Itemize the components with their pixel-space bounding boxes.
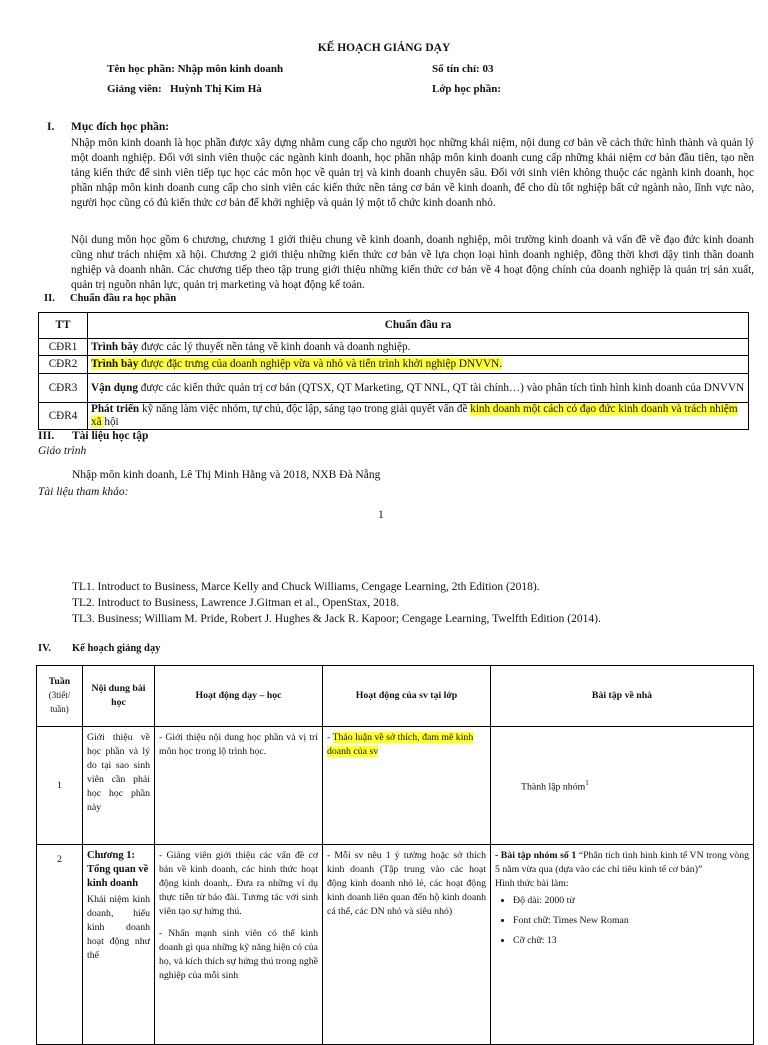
outcome-row xyxy=(39,403,749,430)
outcome-verb: Phát triển xyxy=(91,403,140,415)
homework-description: “Phân tích tình hình kinh tế VN trong vòng 5 năm vừa qua (dựa vào các chỉ tiêu kinh tế cơ bản)” xyxy=(495,850,749,875)
outcome-text xyxy=(88,356,749,374)
credits-label: Số tín chỉ: xyxy=(432,63,480,75)
week-sub-label: (3tiết/ tuần) xyxy=(48,690,71,714)
plan-header-row xyxy=(37,666,754,727)
week-label: Tuần xyxy=(48,676,71,687)
outcome-description-end: hội xyxy=(104,416,119,428)
plan-row xyxy=(37,845,754,1045)
homework xyxy=(491,845,754,1045)
section-4-title: Kế hoạch giảng dạy xyxy=(72,643,161,654)
teaching-activity: - Giới thiệu nội dung học phần và vị trí môn học trong lộ trình học. xyxy=(155,727,323,845)
homework-text: Thành lập nhóm xyxy=(521,781,586,793)
lesson-content: Giới thiệu về học phần và lý do tại sao sinh viên cần phải học học phần này xyxy=(83,727,155,845)
teaching-activity-part-1: - Giảng viên giới thiệu các vấn đề cơ bản về kinh doanh, các hình thức hoạt động kinh doanh,. Đưa ra những ví dụ thực tiễn từ báo đài. Tương tác với sinh viên tạo sự hứng thú. xyxy=(159,850,318,917)
section-3-title: Tài liệu học tập xyxy=(72,430,149,442)
course-value: Nhập môn kinh doanh xyxy=(177,63,284,75)
student-activity-highlight: Thảo luận về sở thích, đam mê kinh doanh của sv xyxy=(327,732,474,757)
outcome-description: được các kiến thức quản trị cơ bản (QTSX, QT Marketing, QT NNL, QT tài chính…) vào phân tích tình hình kinh doanh của DNVVN xyxy=(137,381,745,394)
homework xyxy=(491,727,754,845)
reference-item: TL3. Business; William M. Pride, Robert J. Hughes & Jack R. Kapoor; Cengage Learning, Twelfth Edition (2014). xyxy=(72,613,601,625)
outcome-verb: Vận dụng xyxy=(91,381,138,394)
outcomes-col-tt: TT xyxy=(39,313,88,339)
student-activity-dash: - xyxy=(327,732,333,743)
document-title: KẾ HOẠCH GIẢNG DẠY xyxy=(317,42,451,54)
chapter-description: Khái niệm kinh doanh, hiểu kinh doanh hoạt động như thế xyxy=(87,894,150,961)
course-label: Tên học phần: xyxy=(107,63,175,75)
outcome-description: được đặc trưng của doanh nghiệp vừa và nhỏ và tiến trình khởi nghiệp DNVVN. xyxy=(138,358,503,370)
learning-outcomes-table xyxy=(38,312,749,430)
outcome-row xyxy=(39,374,749,403)
outcome-code: CĐR1 xyxy=(39,339,88,356)
requirement-item: • Độ dài: 2000 từ xyxy=(513,894,749,908)
plan-row xyxy=(37,727,754,845)
credits-row xyxy=(432,63,493,75)
teaching-activity xyxy=(155,845,323,1045)
week-number: 1 xyxy=(37,727,83,845)
textbook-entry: Nhập môn kinh doanh, Lê Thị Minh Hằng và 2018, NXB Đà Nẵng xyxy=(72,469,381,481)
section-2-heading xyxy=(44,293,176,304)
section-2-title: Chuẩn đầu ra học phần xyxy=(70,293,177,304)
plan-col-homework: Bài tập về nhà xyxy=(491,666,754,727)
section-4-heading xyxy=(38,643,160,654)
plan-col-teaching: Hoạt động dạy – học xyxy=(155,666,323,727)
outcome-verb: Trình bày xyxy=(91,358,139,370)
outcome-description: được các lý thuyết nền tảng về kinh doanh và doanh nghiệp. xyxy=(138,340,411,353)
reference-item: TL2. Introduct to Business, Lawrence J.Gitman et al., OpenStax, 2018. xyxy=(72,597,400,609)
requirement-item: • Cỡ chữ: 13 xyxy=(513,934,749,948)
outcome-verb: Trình bày xyxy=(91,340,139,353)
section-4-number: IV. xyxy=(38,643,51,654)
outcomes-col-outcome: Chuẩn đầu ra xyxy=(88,313,749,339)
homework-title: - Bài tập nhóm số 1 xyxy=(495,850,577,861)
reference-item: TL1. Introduct to Business, Marce Kelly and Chuck Williams, Cengage Learning, 2th Edition (2018). xyxy=(72,581,540,593)
class-label: Lớp học phần: xyxy=(432,83,502,95)
teaching-plan-table xyxy=(36,665,754,1045)
outcome-code: CĐR2 xyxy=(39,356,88,374)
lecturer-value: Huỳnh Thị Kim Hà xyxy=(169,83,262,95)
outcome-code: CĐR3 xyxy=(39,374,88,403)
lecturer-row xyxy=(107,83,262,95)
plan-col-student: Hoạt động của sv tại lớp xyxy=(323,666,491,727)
student-activity: - Mỗi sv nêu 1 ý tưởng hoặc sở thích kinh doanh (Tập trung vào các hoạt động kinh doanh nhỏ lẻ, các hoạt động kinh doanh liên quan đến hộ kinh doanh cá thể, các DN nhỏ và siêu nhỏ) xyxy=(323,845,491,1045)
textbook-label: Giáo trình xyxy=(38,445,87,457)
section-1-title: Mục đích học phần: xyxy=(71,121,170,133)
outcome-code: CĐR4 xyxy=(39,403,88,430)
references-label: Tài liệu tham khảo: xyxy=(38,486,129,498)
plan-col-week xyxy=(37,666,83,727)
outcome-text xyxy=(88,374,749,403)
outcome-description: kỹ năng làm việc nhóm, tự chủ, độc lập, sáng tạo trong giải quyết vấn đề xyxy=(139,403,471,415)
section-3-number: III. xyxy=(38,430,55,442)
plan-col-content: Nội dung bài học xyxy=(83,666,155,727)
outcome-row xyxy=(39,356,749,374)
footnote-marker: 1 xyxy=(585,779,589,788)
outcome-text xyxy=(88,339,749,356)
section-1-number: I. xyxy=(47,121,55,133)
section-1-heading xyxy=(47,121,169,133)
outcome-text xyxy=(88,403,749,430)
credits-value: 03 xyxy=(482,63,494,75)
course-name-row xyxy=(107,63,283,75)
section-3-heading xyxy=(38,430,148,442)
homework-requirements xyxy=(495,894,749,948)
section-2-number: II. xyxy=(44,293,55,304)
outcome-highlight: kinh doanh một cách có đạo đức kinh doanh và trách nhiệm xã xyxy=(91,403,738,428)
teaching-activity-part-2: - Nhấn mạnh sinh viên có thể kinh doanh gì qua những kỹ năng hiện có của họ, và kích thích sự hứng thú trong nghề nghiệp của mỗi sinh xyxy=(159,928,318,981)
homework-format-label: Hình thức bài làm: xyxy=(495,878,569,889)
outcome-row xyxy=(39,339,749,356)
requirement-item: • Font chữ: Times New Roman xyxy=(513,914,749,928)
homework-assignment xyxy=(495,849,749,877)
lesson-content xyxy=(83,845,155,1045)
week-number: 2 xyxy=(37,845,83,1045)
lecturer-label: Giảng viên: xyxy=(107,83,162,95)
section-1-paragraph-2: Nội dung môn học gồm 6 chương, chương 1 giới thiệu chung về kinh doanh, doanh nghiệp, môi trường kinh doanh và vấn đề về đạo đức kinh doanh cũng như trách nhiệm xã hội. Chương 2 giới thiệu những kiến thức cơ bản về lựa chọn loại hình doanh nghiệp, đồng thời khơi dậy tinh thần doanh nghiệp và doanh nhân. Các chương tiếp theo tập trung giới thiệu những kiến thức cơ bản về 4 hoạt động chính của doanh nghiệp là quản trị sản xuất, quản trị nguồn nhân lực, quản trị marketing và hoạt động kế toán. xyxy=(71,234,754,291)
chapter-title: Chương 1: Tổng quan về kinh doanh xyxy=(87,850,149,889)
outcomes-header-row xyxy=(39,313,749,339)
student-activity xyxy=(323,727,491,845)
section-1-paragraph-1: Nhập môn kinh doanh là học phần được xây dựng nhằm cung cấp cho người học những khái niệm, nội dung cơ bản về cách thức hình thành và quản lý một doanh nghiệp. Đối với sinh viên thuộc các ngành kinh doanh, học phần nhập môn kinh doanh cung cấp những khái niệm cơ bản đầu tiên, tạo nền tảng kiến thức để sinh viên tiếp tục học các môn học về quản trị và kinh doanh chuyên sâu. Đối với sinh viên không thuộc các ngành kinh doanh, học phần nhập môn kinh doanh cung cấp cho sinh viên các kiến thức nền tảng cơ bản về kinh doanh, để cho dù tốt nghiệp bất cứ ngành nào, lĩnh vực nào, người học cũng có đủ kiến thức cơ bản để khởi nghiệp và quản lý một tổ chức kinh doanh nhỏ. xyxy=(71,137,754,209)
page-number: 1 xyxy=(378,509,384,521)
